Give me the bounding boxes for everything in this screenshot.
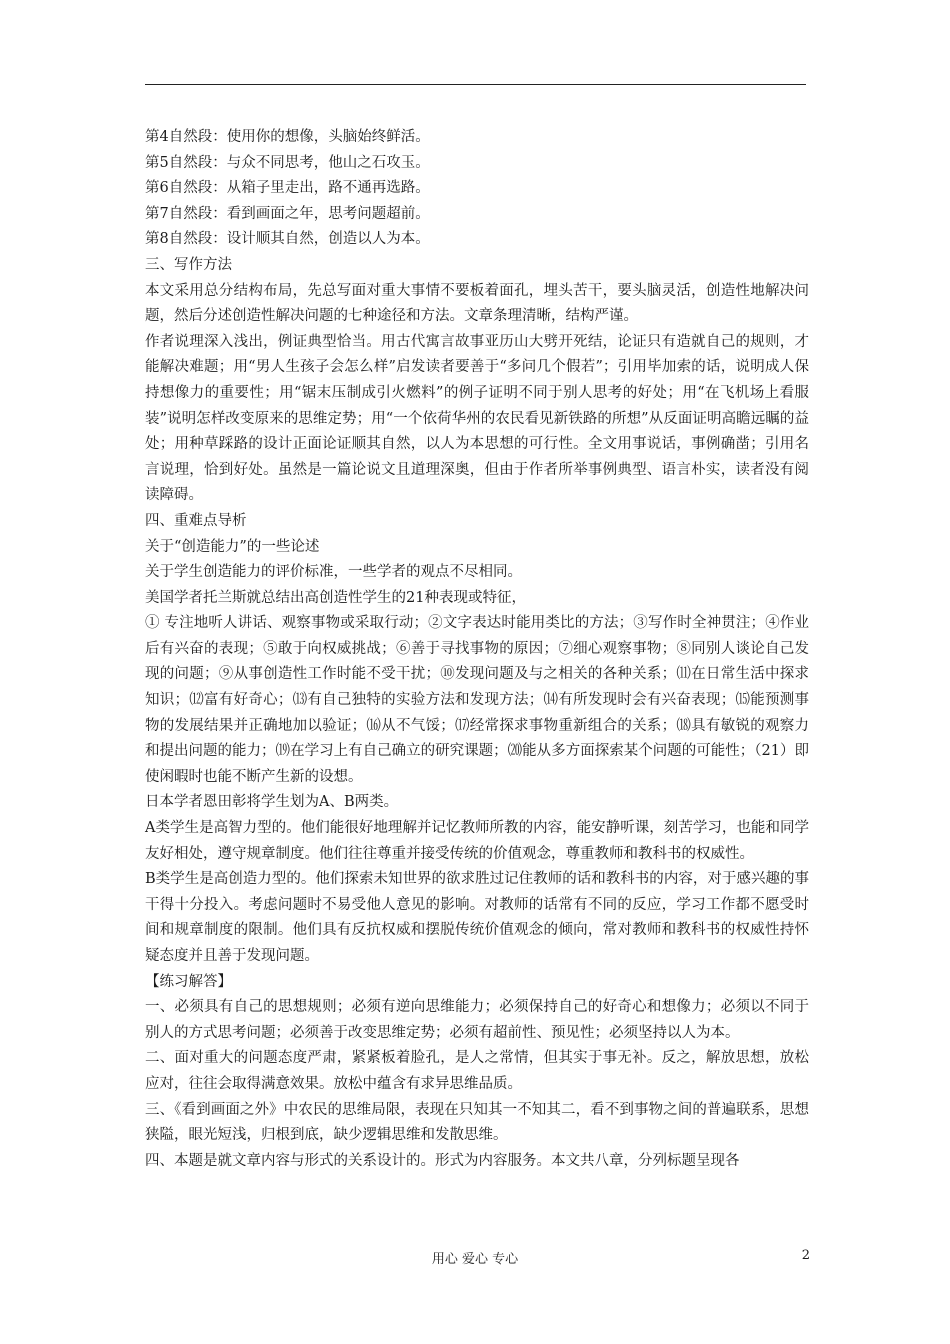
header-rule [145, 84, 806, 85]
section-heading: 四、重难点导析 [145, 512, 247, 529]
paragraph: 第7自然段：看到画面之年，思考问题超前。 [145, 205, 430, 222]
paragraph: 第6自然段：从箱子里走出，路不通再选路。 [145, 180, 430, 197]
paragraph: 本文采用总分结构布局，先总写面对重大事情不要板着面孔，埋头苦干，要头脑灵活，创造性地解决问题，然后分述创造性解决问题的七种途径和方法。文章条理清晰，结构严谨。 [145, 282, 809, 325]
paragraph: 一、必须具有自己的思想规则；必须有逆向思维能力；必须保持自己的好奇心和想像力；必须以不同于别人的方式思考问题；必须善于改变思维定势；必须有超前性、预见性；必须坚持以人为本。 [145, 999, 809, 1041]
footer-motto: 用心 爱心 专心 [431, 1252, 519, 1267]
paragraph: 四、本题是就文章内容与形式的关系设计的。形式为内容服务。本文共八章，分列标题呈现各 [145, 1152, 740, 1169]
paragraph: 第5自然段：与众不同思考，他山之石攻玉。 [145, 154, 430, 171]
paragraph: A类学生是高智力型的。他们能很好地理解并记忆教师所教的内容，能安静听课，刻苦学习，也能和同学友好相处，遵守规章制度。他们往往尊重并接受传统的价值观念，尊重教师和教科书的权威性。 [145, 820, 809, 862]
paragraph: 第4自然段：使用你的想像，头脑始终鲜活。 [145, 129, 430, 145]
document-body [145, 125, 809, 1174]
paragraph: 第8自然段：设计顺其自然，创造以人为本。 [145, 231, 430, 248]
paragraph: 日本学者恩田彰将学生划为A、B两类。 [145, 794, 399, 811]
paragraph: 美国学者托兰斯就总结出高创造性学生的21种表现或特征， [145, 589, 526, 606]
section-heading: 【练习解答】 [145, 973, 232, 990]
paragraph: 关于学生创造能力的评价标准，一些学者的观点不尽相同。 [145, 564, 522, 581]
paragraph: 二、面对重大的问题态度严肃，紧紧板着脸孔，是人之常情，但其实于事无补。反之，解放思想，放松应对，往往会取得满意效果。放松中蕴含有求异思维品质。 [145, 1050, 809, 1092]
page-number: 2 [801, 1248, 810, 1263]
section-heading: 三、写作方法 [145, 256, 232, 273]
paragraph: 作者说理深入浅出，例证典型恰当。用古代寓言故事亚历山大劈开死结，论证只有造就自己的规则，才能解决难题；用“男人生孩子会怎么样”启发读者要善于“多问几个假若”；引用毕加索的话，说明成人保持想像力的重要性；用“锯末压制成引火燃料”的例子证明不同于别人思考的好处；用“在飞机场上看服装”说明怎样改变原来的思维定势；用“一个依荷华州的农民看见新铁路的所想”从反面证明高瞻远瞩的益处；用种草踩路的设计正面论证顺其自然，以人为本思想的可行性。全文用事说话，事例确凿；引用名言说理，恰到好处。虽然是一篇论说文且道理深奥，但由于作者所举事例典型、语言朴实，读者没有阅读障碍。 [145, 333, 809, 504]
paragraph: ① 专注地听人讲话、观察事物或采取行动；②文字表达时能用类比的方法；③写作时全神贯注；④作业后有兴奋的表现；⑤敢于向权威挑战；⑥善于寻找事物的原因；⑦细心观察事物；⑧同别人谈论自己发现的问题；⑨从事创造性工作时能不受干扰；⑩发现问题及与之相关的各种关系；⑾在日常生活中探求知识；⑿富有好奇心；⒀有自己独特的实验方法和发现方法；⒁有所发现时会有兴奋表现；⒂能预测事物的发展结果并正确地加以验证；⒃从不气馁；⒄经常探求事物重新组合的关系；⒅具有敏锐的观察力和提出问题的能力；⒆在学习上有自己确立的研究课题；⒇能从多方面探索某个问题的可能性；（21）即使闲暇时也能不断产生新的设想。 [145, 615, 809, 785]
paragraph: 关于“创造能力”的一些论述 [145, 538, 320, 555]
paragraph: B类学生是高创造力型的。他们探索未知世界的欲求胜过记住教师的话和教科书的内容，对于感兴趣的事干得十分投入。考虑问题时不易受他人意见的影响。对教师的话常有不同的反应，学习工作都不愿受时间和规章制度的限制。他们具有反抗权威和摆脱传统价值观念的倾向，常对教师和教科书的权威性持怀疑态度并且善于发现问题。 [145, 871, 809, 964]
paragraph: 三、《看到画面之外》中农民的思维局限，表现在只知其一不知其二，看不到事物之间的普遍联系，思想狭隘，眼光短浅，归根到底，缺少逻辑思维和发散思维。 [145, 1101, 809, 1144]
